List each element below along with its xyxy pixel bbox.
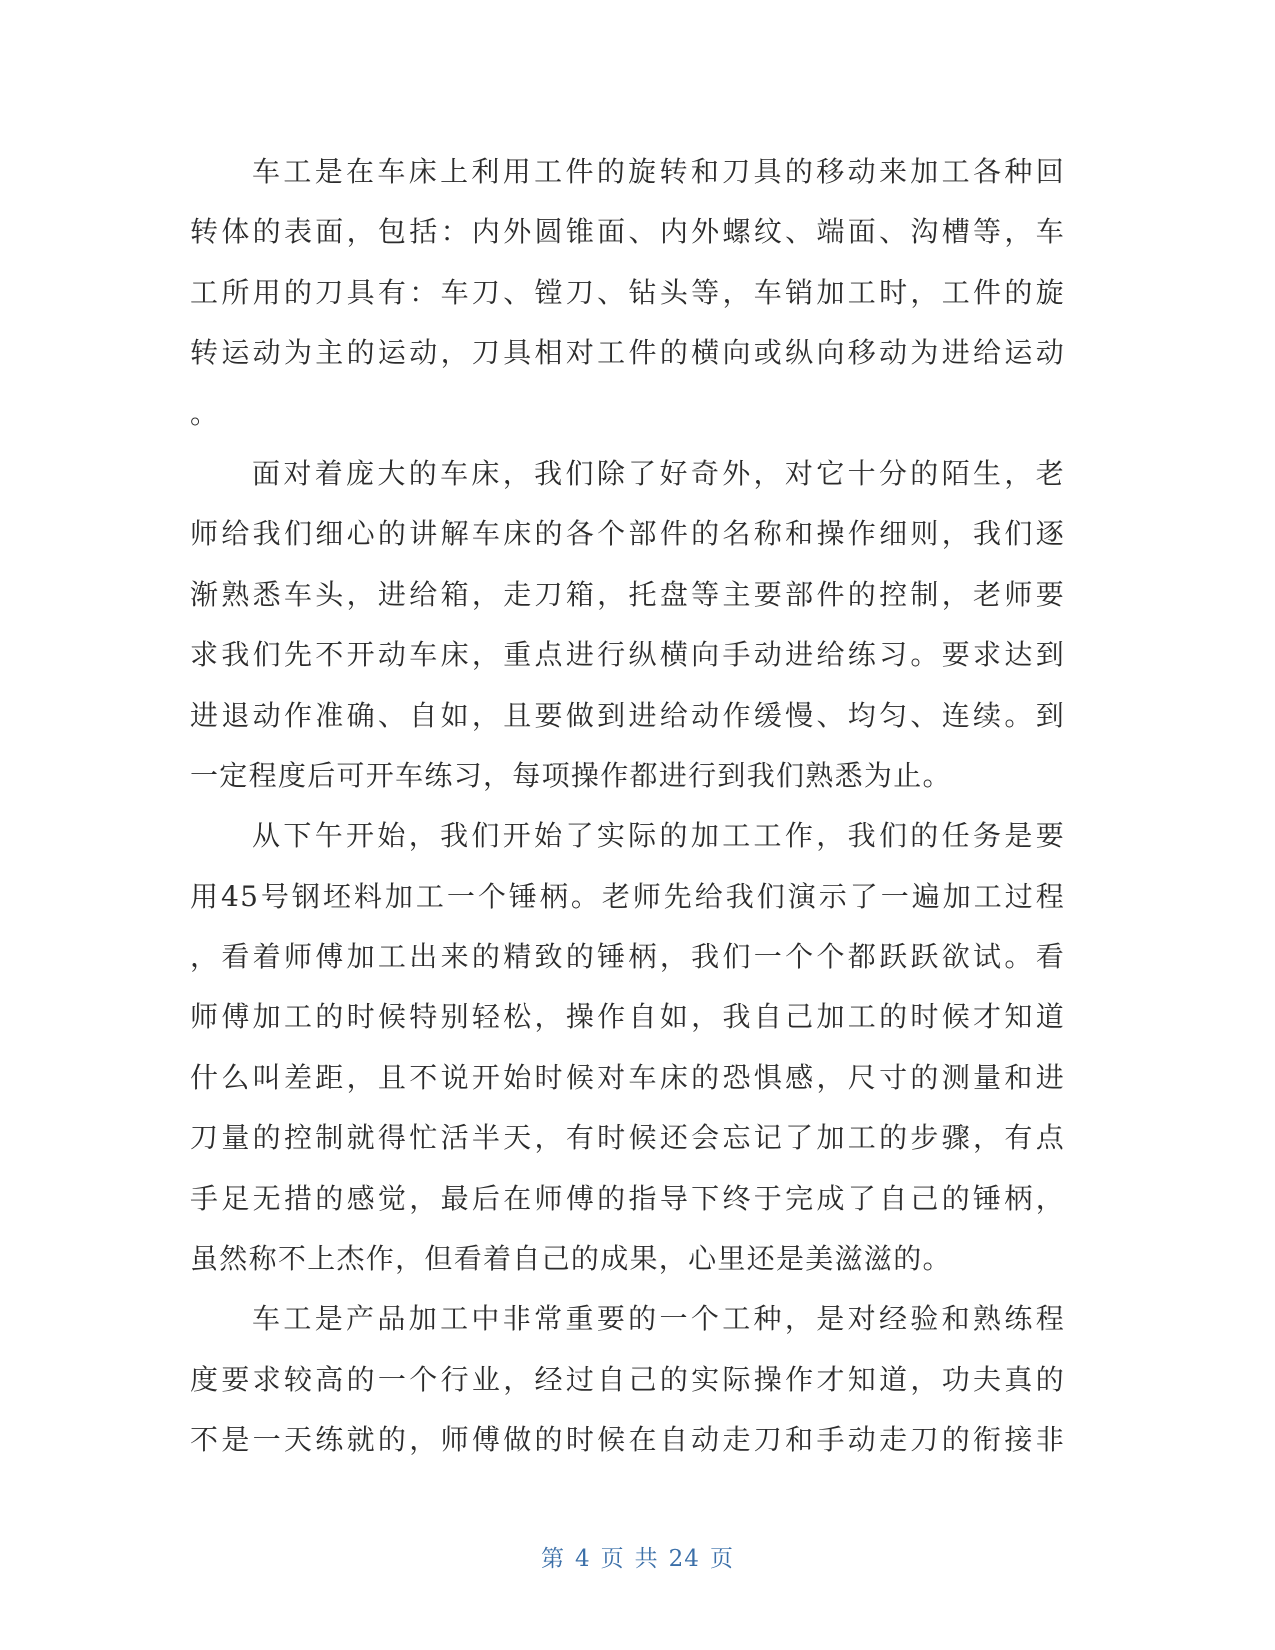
text-line: 转体的表面，包括：内外圆锥面、内外螺纹、端面、沟槽等，车 (190, 215, 1065, 249)
text-line: 一定程度后可开车练习，每项操作都进行到我们熟悉为止。 (190, 758, 952, 792)
text-line: 转运动为主的运动，刀具相对工件的横向或纵向移动为进给运动 (190, 336, 1065, 370)
text-line: 什么叫差距，且不说开始时候对车床的恐惧感，尺寸的测量和进 (190, 1060, 1065, 1094)
text-line: 不是一天练就的，师傅做的时候在自动走刀和手动走刀的衔接非 (190, 1423, 1065, 1457)
total-pages: 24 (668, 1546, 700, 1572)
text-line: 从下午开始，我们开始了实际的加工工作，我们的任务是要 (252, 819, 1065, 853)
text-line: 车工是在车床上利用工件的旋转和刀具的移动来加工各种回 (252, 155, 1065, 188)
text-line: 进退动作准确、自如，且要做到进给动作缓慢、均匀、连续。到 (190, 698, 1065, 732)
footer-prefix: 第 (541, 1546, 566, 1572)
footer-total-label: 共 (634, 1546, 659, 1572)
text-line: 师给我们细心的讲解车床的各个部件的名称和操作细则，我们逐 (190, 517, 1065, 551)
text-line: 面对着庞大的车床，我们除了好奇外，对它十分的陌生，老 (252, 456, 1065, 490)
text-line: 车工是产品加工中非常重要的一个工种，是对经验和熟练程 (252, 1302, 1065, 1336)
text-line: 刀量的控制就得忙活半天，有时候还会忘记了加工的步骤，有点 (190, 1121, 1065, 1155)
text-line: 。 (190, 396, 220, 430)
footer-suffix: 页 (709, 1546, 734, 1572)
text-line: 手足无措的感觉，最后在师傅的指导下终于完成了自己的锤柄， (190, 1181, 1065, 1215)
text-line: 求我们先不开动车床，重点进行纵横向手动进给练习。要求达到 (190, 638, 1065, 672)
text-line: 师傅加工的时候特别轻松，操作自如，我自己加工的时候才知道 (190, 1000, 1065, 1034)
page-number: 4 (575, 1546, 591, 1572)
body-text (190, 142, 1065, 1471)
text-line: 工所用的刀具有：车刀、镗刀、钻头等，车销加工时，工件的旋 (190, 275, 1065, 309)
text-line: ，看着师傅加工出来的精致的锤柄，我们一个个都跃跃欲试。看 (190, 940, 1065, 974)
text-line: 度要求较高的一个行业，经过自己的实际操作才知道，功夫真的 (190, 1362, 1065, 1396)
footer-page-unit: 页 (600, 1546, 625, 1572)
page-footer (0, 1540, 1275, 1573)
text-line: 虽然称不上杰作，但看着自己的成果，心里还是美滋滋的。 (190, 1242, 952, 1276)
text-line: 用45号钢坯料加工一个锤柄。老师先给我们演示了一遍加工过程 (190, 879, 1065, 913)
text-line: 渐熟悉车头，进给箱，走刀箱，托盘等主要部件的控制，老师要 (190, 577, 1065, 611)
